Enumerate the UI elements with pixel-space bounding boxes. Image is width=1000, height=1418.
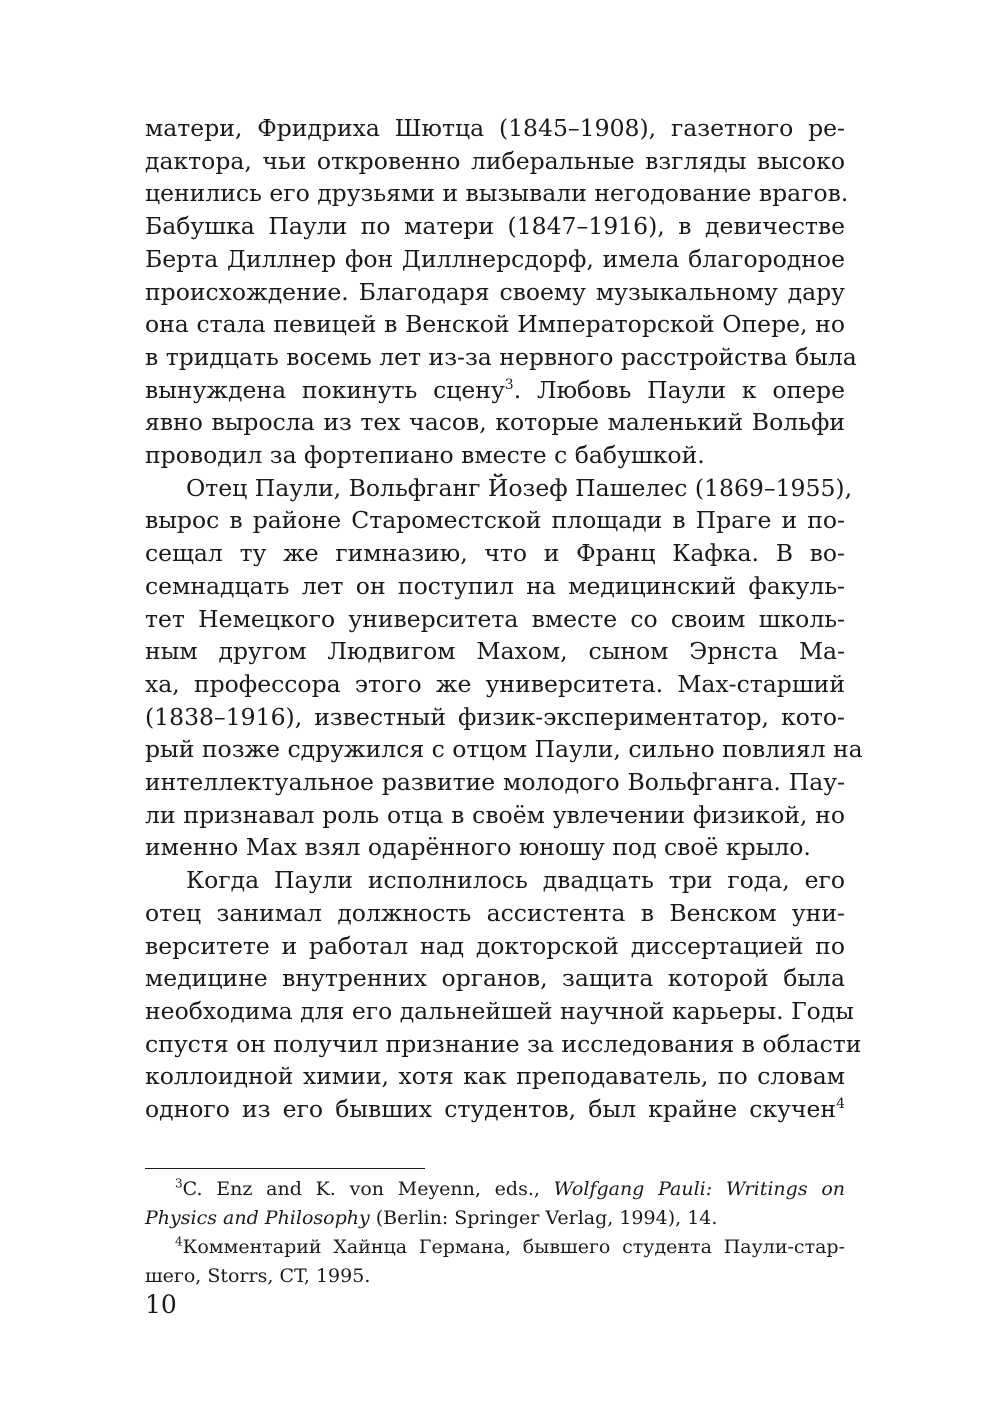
footnotes	[145, 1175, 845, 1291]
text-line: сещал ту же гимназию, что и Франц Кафка. В во-	[145, 539, 845, 568]
text-line: ным другом Людвигом Махом, сыном Эрнста Ма-	[145, 637, 845, 666]
text-line-with-footnote-ref	[145, 1093, 845, 1126]
text-line: медицине внутренних органов, защита которой была	[145, 964, 845, 993]
text-line: верситете и работал над докторской диссертацией по	[145, 931, 845, 960]
text-fragment: вынуждена покинуть сцену	[145, 375, 505, 404]
text-line: ха, профессора этого же университета. Мах-старший	[145, 669, 845, 698]
text-line: дактора, чьи откровенно либеральные взгляды высоко	[145, 146, 845, 175]
book-title: Physics and Philosophy	[145, 1207, 370, 1229]
footnote-ref-3[interactable]: 3	[504, 376, 514, 393]
paragraph-2	[145, 472, 863, 864]
text-line: матери, Фридриха Шютца (1845–1908), газетного ре-	[145, 114, 845, 142]
text-line: Отец Паули, Вольфганг Йозеф Пашелес (1869–1955),	[186, 473, 853, 502]
text-line: происхождение. Благодаря своему музыкальному дару	[145, 277, 845, 306]
text-line: тет Немецкого университета вместе со своим школь-	[145, 604, 845, 633]
text-line: Бабушка Паули по матери (1847–1916), в девичестве	[145, 212, 845, 241]
footnote-text: (Berlin: Springer Verlag, 1994), 14.	[369, 1207, 718, 1229]
text-fragment: одного из его бывших студентов, был крайне скучен	[145, 1095, 837, 1124]
footnote-line	[145, 1204, 845, 1233]
footnote-line	[145, 1175, 845, 1204]
text-line: отец занимал должность ассистента в Венском уни-	[145, 898, 845, 927]
text-line: явно выросла из тех часов, которые маленький Вольфи	[145, 408, 845, 437]
text-line: ли признавал роль отца в своём увлечении физикой, но	[145, 800, 845, 829]
text-line: ценились его друзьями и вызывали негодование врагов.	[145, 179, 849, 208]
paragraph-1	[145, 112, 857, 472]
text-line: необходима для его дальнейшей научной карьеры. Годы	[145, 996, 855, 1025]
text-line: она стала певицей в Венской Императорской Опере, но	[145, 310, 845, 339]
text-line: именно Мах взял одарённого юношу под своё крыло.	[145, 833, 811, 862]
text-line: рый позже сдружился с отцом Паули, сильно повлиял на	[145, 735, 863, 764]
footnote-mark: 4	[175, 1234, 183, 1249]
text-line: семнадцать лет он поступил на медицинский факуль-	[145, 571, 845, 600]
text-line: спустя он получил признание за исследования в области	[145, 1029, 862, 1058]
footnote-3	[145, 1175, 845, 1233]
paragraph-3	[145, 864, 862, 1126]
text-line-with-footnote-ref	[145, 374, 845, 407]
body-text	[145, 112, 863, 1126]
page-number: 10	[145, 1290, 177, 1319]
text-line: проводил за фортепиано вместе с бабушкой.	[145, 441, 705, 470]
book-title: Wolfgang Pauli: Writings on	[553, 1178, 846, 1200]
text-line: интеллектуальное развитие молодого Вольфганга. Пау-	[145, 768, 845, 797]
text-fragment: . Любовь Паули к опере	[513, 375, 845, 404]
text-line: коллоидной химии, хотя как преподаватель, по словам	[145, 1062, 845, 1091]
footnote-ref-4[interactable]: 4	[836, 1096, 845, 1113]
footnote-text: Комментарий Хайнца Германа, бывшего студента Паули-стар-	[182, 1236, 845, 1258]
text-line: Берта Диллнер фон Диллнерсдорф, имела благородное	[145, 244, 845, 273]
footnote-4	[145, 1233, 845, 1291]
footnote-line: шего, Storrs, CT, 1995.	[145, 1265, 371, 1287]
footnote-line	[145, 1233, 845, 1262]
text-line: в тридцать восемь лет из-за нервного расстройства была	[145, 342, 857, 371]
footnote-text: C. Enz and K. von Meyenn, eds.,	[182, 1178, 554, 1200]
footnote-mark: 3	[175, 1176, 183, 1191]
footnote-divider	[145, 1168, 425, 1169]
main-text	[145, 112, 863, 1126]
text-line: (1838–1916), известный физик-экспериментатор, кото-	[145, 702, 845, 731]
text-line: вырос в районе Староместской площади в Праге и по-	[145, 506, 845, 535]
text-line: Когда Паули исполнилось двадцать три года, его	[186, 866, 845, 895]
